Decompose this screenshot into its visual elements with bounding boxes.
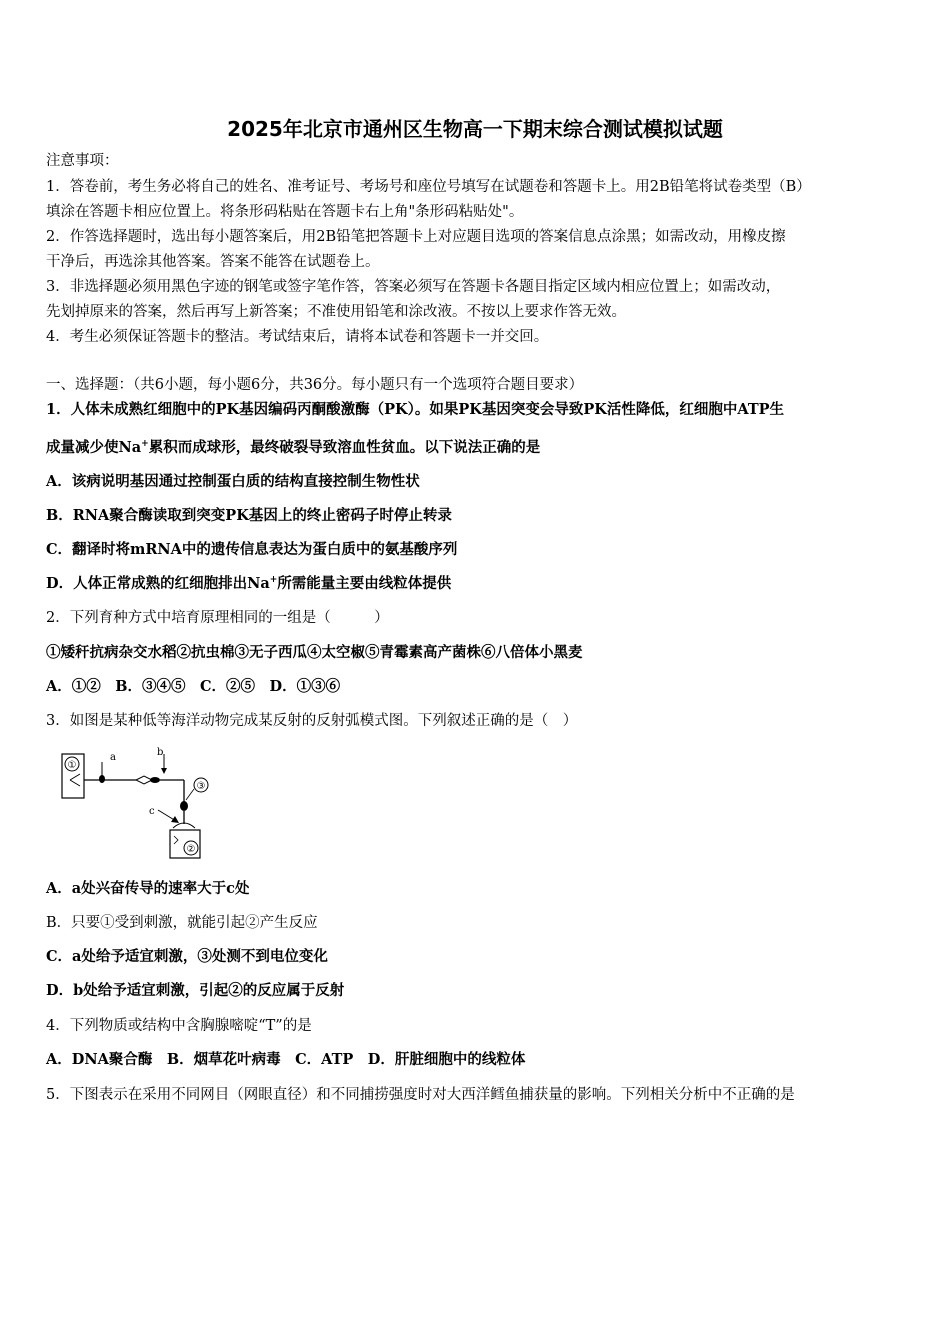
question-5-stem: 5．下图表示在采用不同网目（网眼直径）和不同捕捞强度时对大西洋鳕鱼捕获量的影响。下列相关分析中不正确的是 bbox=[46, 1087, 795, 1103]
interneuron-body bbox=[150, 777, 160, 783]
section-heading: 一、选择题：（共6小题，每小题6分，共36分。每小题只有一个选项符合题目要求） bbox=[46, 377, 584, 393]
question-2-stem: 2．下列育种方式中培育原理相同的一组是（ ） bbox=[46, 610, 389, 626]
notice-item: 先划掉原来的答案，然后再写上新答案；不准使用铅笔和涂改液。不按以上要求作答无效。 bbox=[46, 304, 626, 320]
effector-mark bbox=[174, 836, 178, 844]
label-2: ② bbox=[186, 844, 196, 855]
question-1-option-b: B．RNA聚合酶读取到突变PK基因上的终止密码子时停止转录 bbox=[46, 507, 452, 524]
pointer-3 bbox=[186, 789, 194, 800]
question-4-stem: 4．下列物质或结构中含胸腺嘧啶“T”的是 bbox=[46, 1018, 312, 1034]
question-1-option-c: C．翻译时将mRNA中的遗传信息表达为蛋白质中的氨基酸序列 bbox=[46, 541, 458, 558]
notice-item: 3．非选择题必须用黑色字迹的钢笔或签字笔作答，答案必须写在答题卡各题目指定区域内相应位置上；如需改动， bbox=[46, 279, 781, 295]
notice-item: 1．答卷前，考生务必将自己的姓名、准考证号、考场号和座位号填写在试题卷和答题卡上。用2B铅笔将试卷类型（B） bbox=[46, 179, 811, 195]
reflex-arc-diagram bbox=[56, 744, 226, 864]
arrow-c bbox=[171, 816, 179, 823]
question-1-option-d: D．人体正常成熟的红细胞排出Na+所需能量主要由线粒体提供 bbox=[46, 575, 452, 592]
notice-item: 填涂在答题卡相应位置上。将条形码粘贴在答题卡右上角"条形码粘贴处"。 bbox=[46, 204, 524, 220]
point-3 bbox=[180, 801, 188, 811]
label-a: a bbox=[110, 752, 116, 763]
question-1-stem: 1．人体未成熟红细胞中的PK基因编码丙酮酸激酶（PK）。如果PK基因突变会导致PK活性降低，红细胞中ATP生 bbox=[46, 401, 785, 418]
label-c: c bbox=[149, 806, 155, 817]
label-3: ③ bbox=[196, 781, 206, 792]
question-4-options: A．DNA聚合酶 B．烟草花叶病毒 C．ATP D．肝脏细胞中的线粒体 bbox=[46, 1051, 526, 1068]
notice-heading: 注意事项： bbox=[46, 153, 119, 169]
synapse bbox=[136, 776, 152, 784]
notice-item: 干净后，再选涂其他答案。答案不能答在试题卷上。 bbox=[46, 254, 380, 270]
notice-item: 2．作答选择题时，选出每小题答案后，用2B铅笔把答题卡上对应题目选项的答案信息点涂黑；如需改动，用橡皮擦 bbox=[46, 229, 786, 245]
notice-item: 4．考生必须保证答题卡的整洁。考试结束后，请将本试卷和答题卡一并交回。 bbox=[46, 329, 549, 345]
question-3-option-d: D．b处给予适宜刺激，引起②的反应属于反射 bbox=[46, 982, 345, 999]
question-3-option-c: C．a处给予适宜刺激，③处测不到电位变化 bbox=[46, 948, 328, 965]
arrow-b bbox=[161, 768, 167, 774]
page-title: 2025年北京市通州区生物高一下期末综合测试模拟试题 bbox=[227, 117, 723, 141]
label-1: ① bbox=[67, 760, 77, 771]
question-3-option-b: B．只要①受到刺激，就能引起②产生反应 bbox=[46, 915, 318, 931]
question-1-stem-cont: 成量减少使Na+累积而成球形，最终破裂导致溶血性贫血。以下说法正确的是 bbox=[46, 439, 541, 456]
question-3-stem: 3．如图是某种低等海洋动物完成某反射的反射弧模式图。下列叙述正确的是（ ） bbox=[46, 713, 578, 729]
question-1-option-a: A．该病说明基因通过控制蛋白质的结构直接控制生物性状 bbox=[46, 473, 420, 490]
question-3-option-a: A．a处兴奋传导的速率大于c处 bbox=[46, 880, 250, 897]
point-a bbox=[99, 775, 105, 783]
question-2-options: A．①② B．③④⑤ C．②⑤ D．①③⑥ bbox=[46, 678, 341, 695]
receptor-ending bbox=[70, 774, 80, 786]
label-b: b bbox=[157, 747, 164, 758]
question-2-items: ①矮秆抗病杂交水稻②抗虫棉③无子西瓜④太空椒⑤青霉素高产菌株⑥八倍体小黑麦 bbox=[46, 644, 583, 661]
